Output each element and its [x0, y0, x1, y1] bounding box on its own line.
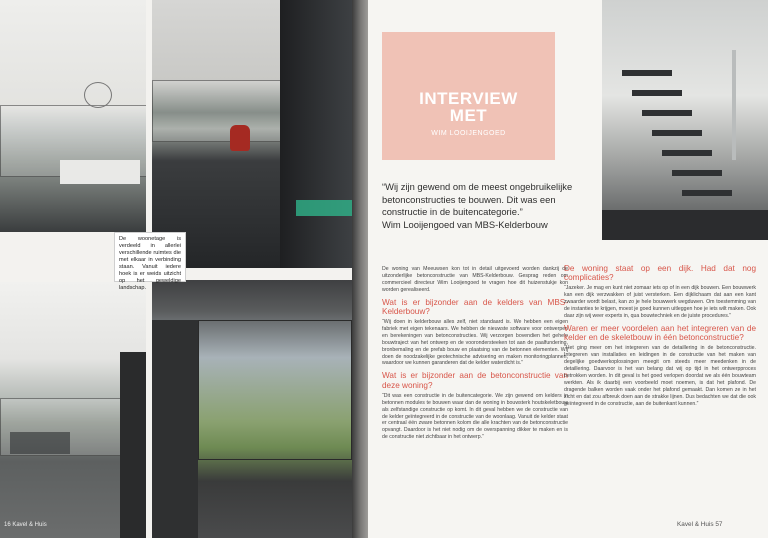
fireplace-glow — [296, 200, 352, 216]
left-page — [0, 0, 364, 538]
article-intro: De woning van Meeuwsen kon tot in detail uitgevoerd worden dankzij de uitzonderlijke betonconstructie van MBS-Kelderbouw. Gesprag reden om commercieel directeur Wim Looijengoed te vragen hoe dit huizenstukje kon worden gerealiseerd. — [382, 266, 568, 293]
stair-step — [642, 110, 692, 116]
title-line-2: MET — [449, 106, 488, 125]
photo-terrace — [0, 282, 146, 538]
subheading: Waren er meer voordelen aan het integreren van de kelder en de skeletbouw in één betonconstructie? — [564, 323, 756, 343]
pull-quote: “Wij zijn gewend om de meest ongebruikelijke betonconstructies te bouwen. Dit was een constructie in de buitencategorie.” — [382, 181, 573, 217]
interview-title-box — [382, 32, 555, 160]
interview-title — [382, 90, 555, 124]
paragraph: “Jazeker. Je mag en kunt niet zomaar iets op of in een dijk bouwen. Een bouwwerk kan een dijk verzwakken of juist versterken. Een dijklichaam dat aan een kant zwaarder wordt belast, kan zo je hele bouwwerk wegduwen. Om toestemming van de instanties te krijgen, moest je goed kunnen uitleggen hoe je iets wilt maken. Ook daar zijn wij weer experts in, qua bouwtechniek en de juiste procedures.” — [564, 285, 756, 320]
dining-table — [60, 160, 140, 184]
article-column-1 — [382, 266, 568, 445]
paragraph: “Dit was een constructie in de buitencategorie. We zijn gewend om kelders in betonnen modules te bouwen waar dan de woning in bouwsterk houtskeletbouw als zelfstandige constructie op komt. In dit geval hebben we de constructie van de kelder geïntegreerd in de constructie van de woonlaag. Vanuit de kelder staat er centraal één zware betonnen kolom die alle krachten van de betonconstructie opvangt. Daardoor is het niet nodig om de overspanning dikker te maken en is de constructie niet zichtbaar in het ontwerp.” — [382, 392, 568, 441]
subheading: Wat is er bijzonder aan de kelders van MBS-Kelderbouw? — [382, 297, 568, 316]
caption-text: De woonetage is verdeeld in allerlei verschillende ruimtes die met elkaar in verbinding staan. Vanuit iedere hoek is er weids uitzicht op het geweldige landschap. — [119, 236, 181, 291]
photo-caption — [114, 232, 186, 291]
stair-step — [632, 90, 682, 96]
dark-wall — [280, 0, 352, 268]
red-chair — [230, 125, 250, 151]
stair-step — [672, 170, 722, 176]
dark-column — [120, 352, 146, 538]
right-page — [368, 0, 768, 538]
photo-staircase — [602, 0, 768, 240]
stair-step — [662, 150, 712, 156]
stair-step — [622, 70, 672, 76]
floor — [602, 210, 768, 240]
page-folio-right: Kavel & Huis 57 — [677, 521, 723, 528]
brick-wall — [152, 320, 198, 538]
pull-quote-author: Wim Looijengoed van MBS-Kelderbouw — [382, 219, 548, 230]
photo-view — [152, 280, 352, 538]
article-column-2 — [564, 264, 756, 412]
chandelier — [84, 82, 112, 108]
paragraph: “Het ging meer om het integreren van de detaillering in de betonconstructie. Integreren van installaties en leidingen in de constructie van het maken van degelijke goedwerkoplossingen meegit om steeds meer meedenken in de detaillering. Daarvoor is het van belang dat wij op tijd in het ontwerpproces betrokken worden. In dit geval is het goed verlopen doordat we als één bouwteam werkten. Als ik daarbij een voorbeeld moet noemen, is dat het plafond. De dragende balken worden vaak onder het plafond gemaakt. Dan komen ze in het zicht en dat zou afbreuk doen aan de strakke lijnen. Dus bedachten we dat die ook geïntegreerd in de constructie, aan de buitenkant kunnen.” — [564, 345, 756, 407]
title-line-1: INTERVIEW — [419, 89, 518, 108]
subheading: Wat is er bijzonder aan de betonconstructie van deze woning? — [382, 371, 568, 390]
window-frame — [198, 320, 352, 460]
stair-step — [682, 190, 732, 196]
photo-living-room — [0, 0, 146, 232]
paragraph: “Wij doen in kelderbouw alles zelf, niet standaard is. We hebben een eigen fabriek met eigen tekenaars. We hebben de nieuwste software voor ontwerpen en berekeningen van betonconstructies. Wij verzorgen bovendien het gehele bouwtraject van het ontwerp en de voorondersteeken tot aan de paalfundering, bronbemaling en de prefab bouw en plaatsing van de betonnen elementen. Wij doen de noodzakelijke geotechnische advisering en maken monitoringplannen, waardoor we kunnen garanderen dat de kelder waterdicht is.” — [382, 319, 568, 367]
interviewee-name: WIM LOOIJENGOED — [431, 130, 506, 137]
photo-lounge — [152, 0, 352, 268]
glass-door-handle — [732, 50, 736, 160]
subheading: De woning staat op een dijk. Had dat nog complicaties? — [564, 264, 756, 283]
page-folio-left: 16 Kavel & Huis — [4, 522, 47, 528]
terrace-chairs — [10, 432, 70, 454]
stair-step — [652, 130, 702, 136]
